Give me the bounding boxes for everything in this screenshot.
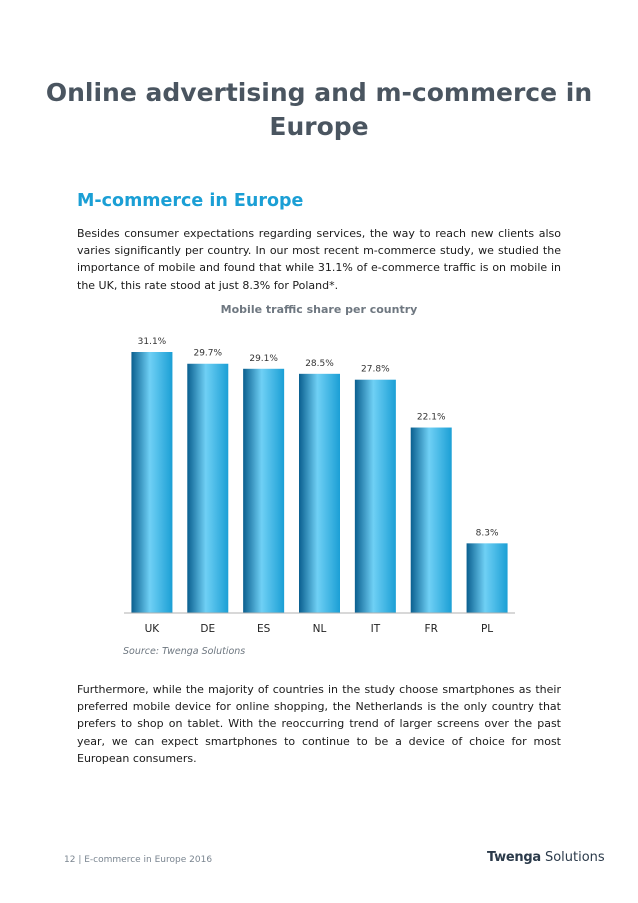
section-title: M-commerce in Europe bbox=[77, 191, 304, 211]
category-label-it: IT bbox=[370, 623, 381, 635]
value-label-it: 27.8% bbox=[361, 364, 390, 375]
value-label-pl: 8.3% bbox=[475, 528, 499, 539]
category-label-de: DE bbox=[200, 623, 216, 635]
twenga-logo bbox=[487, 850, 605, 865]
value-label-de: 29.7% bbox=[193, 348, 223, 359]
category-label-pl: PL bbox=[480, 623, 494, 635]
bar-chart bbox=[0, 330, 638, 640]
category-label-es: ES bbox=[256, 623, 271, 635]
page-title: Online advertising and m-commerce in Europe bbox=[45, 78, 593, 141]
bar-it bbox=[355, 380, 396, 613]
footer-separator: | bbox=[78, 855, 82, 865]
value-label-nl: 28.5% bbox=[305, 358, 334, 369]
category-label-uk: UK bbox=[144, 623, 160, 635]
page-number: 12 bbox=[64, 855, 76, 865]
category-label-fr: FR bbox=[424, 623, 438, 635]
footer-doc-title: E-commerce in Europe 2016 bbox=[84, 855, 213, 865]
category-label-nl: NL bbox=[312, 623, 327, 635]
chart-source: Source: Twenga Solutions bbox=[123, 646, 246, 657]
logo-brand: Twenga bbox=[487, 850, 541, 865]
value-label-es: 29.1% bbox=[249, 353, 278, 364]
bar-nl bbox=[299, 374, 340, 613]
bar-pl bbox=[467, 543, 508, 613]
footer-info bbox=[64, 855, 212, 865]
closing-paragraph: Furthermore, while the majority of countries in the study choose smartphones as their preferred mobile device for online shopping, the Netherlands is the only country that prefers to shop on tablet. With the reoccurring trend of larger screens over the past year, we can expect smartphones to continue to be a device of choice for most European consumers. bbox=[77, 683, 561, 765]
chart-title: Mobile traffic share per country bbox=[220, 303, 418, 316]
bar-de bbox=[187, 364, 228, 613]
bar-fr bbox=[411, 428, 452, 613]
intro-paragraph: Besides consumer expectations regarding services, the way to reach new clients also varies significantly per country. In our most recent m-commerce study, we studied the importance of mobile and found that while 31.1% of e-commerce traffic is on mobile in the UK, this rate stood at just 8.3% for Poland*. bbox=[77, 227, 561, 292]
value-label-fr: 22.1% bbox=[416, 412, 446, 423]
logo-suffix: Solutions bbox=[544, 850, 605, 865]
bar-uk bbox=[131, 352, 172, 613]
value-label-uk: 31.1% bbox=[137, 337, 167, 347]
bar-es bbox=[243, 369, 284, 613]
